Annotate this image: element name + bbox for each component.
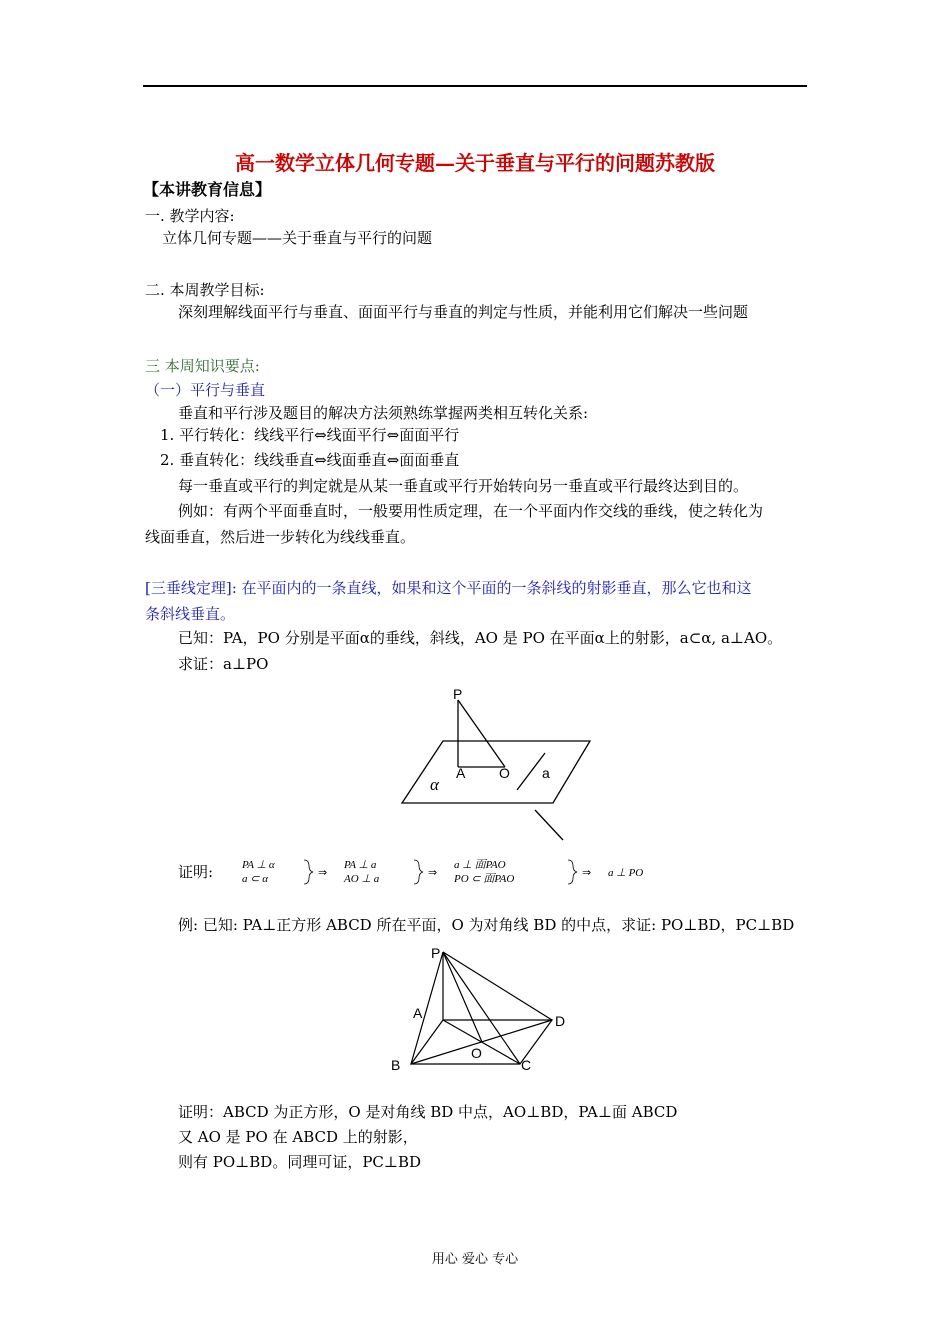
label-O: O [471, 1045, 482, 1061]
brace-3 [568, 860, 577, 884]
formula-po-in-plane-pao: PO ⊂ 面PAO [454, 873, 515, 885]
item-parallel-transform: 1. 平行转化：线线平行⇔线面平行⇔面面平行 [160, 426, 460, 444]
square-pyramid-figure [385, 942, 575, 1077]
label-A: A [413, 1005, 423, 1021]
page-title: 高一数学立体几何专题—关于垂直与平行的问题苏教版 [235, 151, 715, 175]
brace-1 [304, 860, 313, 884]
line-a [517, 753, 545, 790]
label-B: B [391, 1057, 401, 1073]
section1-body: 立体几何专题——关于垂直与平行的问题 [162, 229, 433, 247]
theorem-line1: [三垂线定理]: 在平面内的一条直线，如果和这个平面的一条斜线的射影垂直，那么它也和这 [145, 579, 752, 597]
section2-heading: 二. 本周教学目标: [145, 281, 265, 299]
label-P: P [431, 945, 441, 961]
formula-pa-perp-a: PA ⊥ a [344, 859, 377, 871]
arrow-3: ⇒ [582, 867, 592, 879]
brace-2 [414, 860, 423, 884]
header-rule [143, 85, 807, 87]
example-text: 例: 已知: PA⊥正方形 ABCD 所在平面，O 为对角线 BD 的中点，求证: PO⊥BD，PC⊥BD [178, 916, 795, 934]
arrow-2: ⇒ [428, 867, 438, 879]
section3-heading: 三 本周知识要点: [145, 357, 260, 375]
section2-body: 深刻理解线面平行与垂直、面面平行与垂直的判定与性质，并能利用它们解决一些问题 [178, 303, 749, 321]
section3-para2a: 例如：有两个平面垂直时，一般要用性质定理，在一个平面内作交线的垂线，使之转化为 [178, 502, 764, 520]
line-PO [458, 700, 505, 767]
label-P: P [453, 686, 463, 702]
formula-a-perp-plane-pao: a ⊥ 面PAO [454, 859, 506, 871]
formula-conclusion: a ⊥ PO [608, 867, 644, 879]
line-a-extension [535, 810, 563, 840]
theorem-prove: 求证：a⊥PO [178, 655, 269, 673]
arrow-1: ⇒ [318, 867, 328, 879]
label-A: A [456, 765, 466, 781]
example-proof-line3: 则有 PO⊥BD。同理可证，PC⊥BD [178, 1153, 422, 1171]
item-perpendicular-transform: 2. 垂直转化：线线垂直⇔线面垂直⇔面面垂直 [160, 451, 460, 469]
proof-formula [238, 856, 688, 888]
formula-pa-perp-alpha: PA ⊥ α [242, 859, 275, 871]
section3-intro: 垂直和平行涉及题目的解决方法须熟练掌握两类相互转化关系: [178, 404, 589, 422]
formula-a-in-alpha: a ⊂ α [242, 873, 268, 885]
line-PO [443, 952, 482, 1042]
label-alpha: α [430, 775, 439, 794]
formula-ao-perp-a: AO ⊥ a [344, 873, 380, 885]
theorem-given: 已知：PA，PO 分别是平面α的垂线，斜线，AO 是 PO 在平面α上的射影，a⊂α, a⊥AO。 [178, 629, 783, 647]
section3-para2b: 线面垂直，然后进一步转化为线线垂直。 [145, 528, 416, 546]
section3-para1: 每一垂直或平行的判定就是从某一垂直或平行开始转向另一垂直或平行最终达到目的。 [178, 477, 749, 495]
label-C: C [521, 1057, 532, 1073]
info-heading: 【本讲教育信息】 [143, 180, 272, 199]
theorem-line2: 条斜线垂直。 [145, 605, 236, 623]
page-footer: 用心 爱心 专心 [431, 1252, 519, 1267]
subsection-parallel-perpendicular: （一）平行与垂直 [145, 381, 266, 399]
label-a: a [542, 765, 550, 781]
line-PD [443, 952, 552, 1020]
example-proof-line1: 证明：ABCD 为正方形，O 是对角线 BD 中点，AO⊥BD，PA⊥面 ABCD [178, 1103, 678, 1121]
section1-heading: 一. 教学内容: [145, 207, 235, 225]
label-O: O [499, 765, 510, 781]
example-proof-line2: 又 AO 是 PO 在 ABCD 上的射影， [178, 1128, 418, 1146]
proof-label: 证明: [178, 863, 214, 881]
three-perpendicular-figure [395, 685, 600, 845]
label-D: D [555, 1013, 566, 1029]
